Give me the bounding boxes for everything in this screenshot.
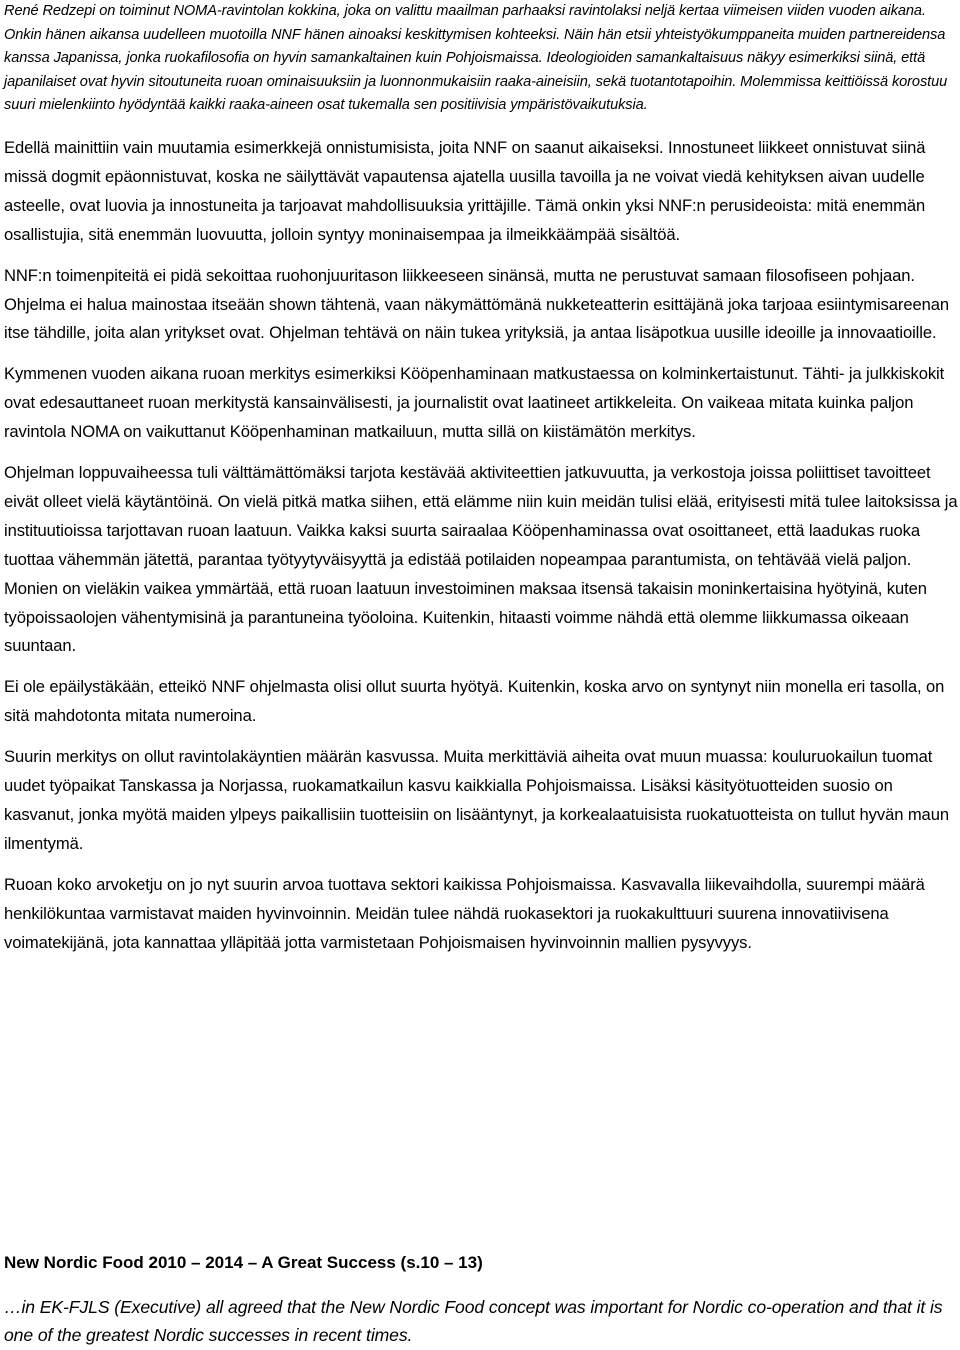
paragraph: Ohjelman loppuvaiheessa tuli välttämättömäksi tarjota kestävää aktiviteettien jatkuvuutta, ja verkostoja joissa poliittiset tavoitteet eivät olleet vielä käytäntöinä. On vielä pitkä matka siihen, että elämme niin kuin meidän tulisi elää, erityisesti mitä tulee laitoksissa ja instituutioissa tarjottavan ruoan laatuun. Vaikka kaksi suurta sairaalaa Kööpenhaminassa ovat osoittaneet, että laadukas ruoka tuottaa vähemmän jätettä, parantaa työtyytyväisyyttä ja edistää potilaiden nopeampaa parantumista, on tehtävää vielä paljon. Monien on vieläkin vaikea ymmärtää, että ruoan laatuun investoiminen maksaa itsensä takaisin moninkertaisina hyötyinä, kuten työpoissaolojen vähentymisinä ja parantuneina työoloina. Kuitenkin, hitaasti voimme nähdä että olemme liikkumassa oikeaan suuntaan. — [4, 463, 958, 656]
paragraph: Edellä mainittiin vain muutamia esimerkkejä onnistumisista, joita NNF on saanut aikaiseksi. Innostuneet liikkeet onnistuvat siinä missä dogmit epäonnistuvat, koska ne säilyttävät vapautensa ajatella uusilla tavoilla ja ne voivat viedä kehityksen aivan uudelle asteelle, ovat luovia ja innostuneita ja tarjoavat mahdollisuuksia yrittäjille. Tämä onkin yksi NNF:n perusideoista: mitä enemmän osallistujia, sitä enemmän luovuutta, jolloin syntyy moninaisempaa ja ilmeikkäämpää sisältöä. — [4, 137, 926, 244]
pull-quote: …in EK-FJLS (Executive) all agreed that the New Nordic Food concept was important for Nordic co-operation and that it is one of the greatest Nordic successes in recent times. — [4, 1297, 943, 1345]
paragraph: Ei ole epäilystäkään, etteikö NNF ohjelmasta olisi ollut suurta hyötyä. Kuitenkin, koska arvo on syntynyt niin monella eri tasolla, on sitä mahdotonta mitata numeroina. — [4, 677, 945, 726]
paragraph: NNF:n toimenpiteitä ei pidä sekoittaa ruohonjuuritason liikkeeseen sinänsä, mutta ne perustuvat samaan filosofiseen pohjaan. Ohjelma ei halua mainostaa itseään shown tähtenä, vaan näkymättömänä nukketeatterin esittäjänä joka tarjoaa esiintymisareenan itse tähdille, joita alan yritykset ovat. Ohjelman tehtävä on näin tukea yrityksiä, ja antaa lisäpotkua uusille ideoille ja innovaatioille. — [4, 265, 949, 343]
paragraph: Ruoan koko arvoketju on jo nyt suurin arvoa tuottava sektori kaikissa Pohjoismaissa. Kasvavalla liikevaihdolla, suurempi määrä henkilökuntaa varmistavat maiden hyvinvoinnin. Meidän tulee nähdä ruokasektori ja ruokakulttuuri suurena innovatiivisena voimatekijänä, jota kannattaa ylläpitää jotta varmistetaan Pohjoismaisen hyvinvoinnin mallien pysyvyys. — [4, 874, 925, 952]
photo-caption: René Redzepi on toiminut NOMA-ravintolan kokkina, joka on valittu maailman parhaaksi ravintolaksi neljä kertaa viimeisen viiden vuoden aikana. Onkin hänen aikansa uudelleen muotoilla NNF hänen ainoaksi keskittymisen kohteeksi. Näin hän etsii yhteistyökumppaneita muiden partnereidensa kanssa Japanissa, jonka ruokafilosofia on hyvin samankaltainen kuin Pohjoismaissa. Ideologioiden samankaltaisuus näkyy esimerkiksi siinä, että japanilaiset ovat hyvin sitoutuneita ruoan ominaisuuksiin ja luonnonmukaisiin raaka-aineisiin, sekä tuotantotapoihin. Molemmissa keittiöissä korostuu suuri mielenkiinto hyödyntää kaikki raaka-aineen osat tukemalla sen positiivisia ympäristövaikutuksia. — [4, 3, 948, 114]
paragraph: Suurin merkitys on ollut ravintolakäyntien määrän kasvussa. Muita merkittäviä aiheita ovat muun muassa: kouluruokailun tuomat uudet työpaikat Tanskassa ja Norjassa, ruokamatkailun kasvu kaikkialla Pohjoismaissa. Lisäksi käsityötuotteiden suosio on kasvanut, jonka myötä maiden ylpeys paikallisiin tuotteisiin on lisääntynyt, ja korkealaatuisista ruokatuotteista on tullut hyvän maun ilmentymä. — [4, 747, 949, 853]
section-heading: New Nordic Food 2010 – 2014 – A Great Success (s.10 – 13) — [4, 1253, 483, 1272]
paragraph: Kymmenen vuoden aikana ruoan merkitys esimerkiksi Kööpenhaminaan matkustaessa on kolminkertaistunut. Tähti- ja julkkiskokit ovat edesauttaneet ruoan merkitystä kansainvälisesti, ja journalistit ovat laatineet artikkeleita. On vaikeaa mitata kuinka paljon ravintola NOMA on vaikuttanut Kööpenhaminan matkailuun, mutta sillä on kiistämätön merkitys. — [4, 364, 945, 442]
